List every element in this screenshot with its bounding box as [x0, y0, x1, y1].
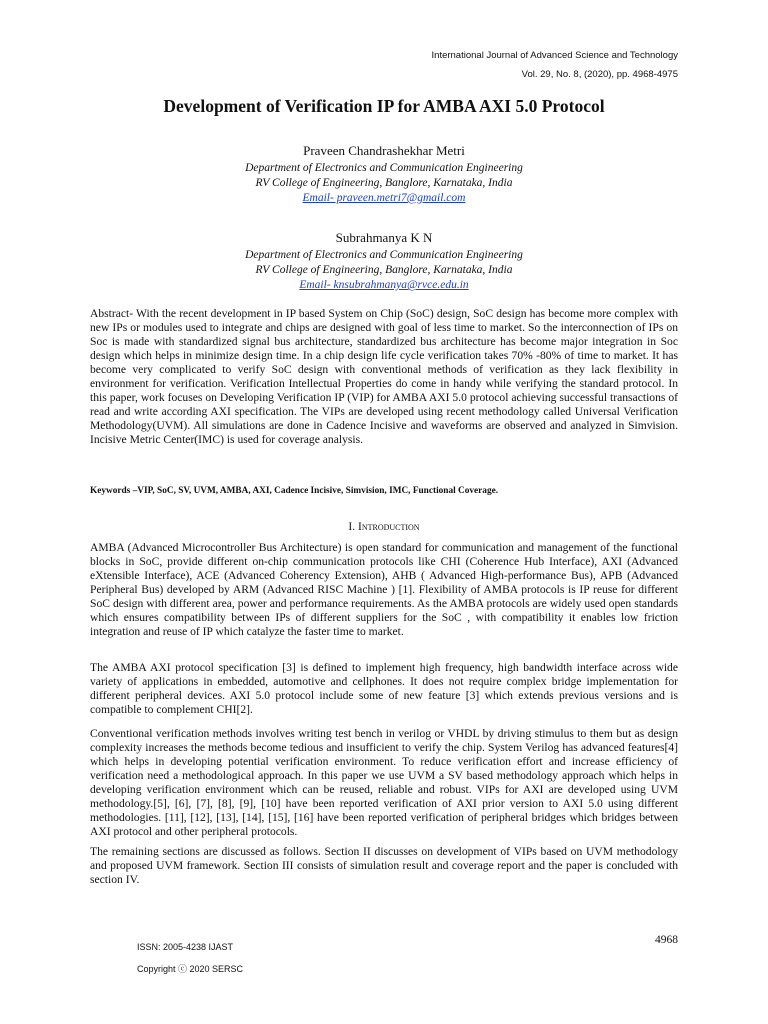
intro-paragraph-3: Conventional verification methods involves writing test bench in verilog or VHDL by driving stimulus to them but as design complexity increases the methods become tedious and insufficient to verify the chip. System Verilog has advanced features[4] which helps in developing potential verification environment. To reduce verification effort and increase efficiency of verification need a methodological approach. In this paper we use UVM a SV based methodology approach which helps in developing verification environment which can be reused, reliable and robust. VIPs for AXI are developed using UVM methodology.[5], [6], [7], [8], [9], [10] have been reported verification of AXI prior version to AXI 5.0 using different methodologies. [11], [12], [13], [14], [15], [16] have been reported verification of peripheral bridges which bridges between AXI protocol and other peripheral protocols.	[90, 727, 678, 838]
author-2-email-link[interactable]: Email- knsubrahmanya@rvce.edu.in	[299, 279, 469, 291]
paper-title: Development of Verification IP for AMBA AXI 5.0 Protocol	[163, 96, 605, 116]
intro-paragraph-2: The AMBA AXI protocol specification [3] is defined to implement high frequency, high bandwidth interface across wide variety of applications in embedded, automotive and cellphones. It does not require complex bridge implementation for different peripheral devices. AXI 5.0 protocol include some of new feature [3] which extends previous versions and is compatible to complement CHI[2].	[90, 661, 678, 716]
abstract: Abstract- With the recent development in IP based System on Chip (SoC) design, SoC design has become more complex with new IPs or modules used to integrate and chips are designed with goal of less time to market. So the interconnection of IPs on Soc is made with standardized signal bus architecture, standardized bus architecture has become major integration in Soc design which helps in minimize design time. In a chip design life cycle verification takes 70% -80% of time to market. It has become very complicated to verify SoC design with conventional methods of verification as they lack flexibility in environment for verification. Verification Intellectual Properties do come in handy while verifying the standard protocol. In this paper, work focuses on Developing Verification IP (VIP) for AMBA AXI 5.0 protocol achieving successful transactions of read and write according AXI specification. The VIPs are developed using recent methodology called Universal Verification Methodology(UVM). All simulations are done in Cadence Incisive and waveforms are observed and analyzed in Simvision. Incisive Metric Center(IMC) is used for coverage analysis.	[90, 307, 678, 446]
keywords: Keywords –VIP, SoC, SV, UVM, AMBA, AXI, Cadence Incisive, Simvision, IMC, Functional Coverage.	[90, 486, 499, 496]
intro-paragraph-1: AMBA (Advanced Microcontroller Bus Architecture) is open standard for communication and management of the functional blocks in SoC, provide different on-chip communication protocols like CHI (Coherence Hub Interface), AXI (Advanced eXtensible Interface), ACE (Advanced Coherency Extension), AHB ( Advanced High-performance Bus), APB (Advanced Peripheral Bus) developed by ARM (Advanced RISC Machine ) [1]. Flexibility of AMBA protocols is IP reuse for different SoC design with different area, power and performance requirements. As the AMBA protocols are widely used open standards which ensures compatibility between IPs of different suppliers for the SoC , with compatibility it enables low friction integration and reuse of IP which catalyze the faster time to market.	[90, 541, 678, 638]
page-number: 4968	[655, 934, 678, 946]
footer-copyright: Copyright ⓒ 2020 SERSC	[137, 964, 244, 974]
intro-paragraph-4: The remaining sections are discussed as follows. Section II discusses on development of VIPs based on UVM methodology and proposed UVM framework. Section III consists of simulation result and coverage report and the paper is concluded with section IV.	[90, 845, 678, 886]
author-2-department: Department of Electronics and Communication Engineering	[245, 249, 523, 261]
author-1-department: Department of Electronics and Communication Engineering	[245, 162, 523, 174]
author-1-name: Praveen Chandrashekhar Metri	[303, 143, 465, 158]
author-2-college: RV College of Engineering, Banglore, Karnataka, India	[255, 264, 513, 276]
author-1-college: RV College of Engineering, Banglore, Karnataka, India	[255, 177, 513, 189]
journal-name: International Journal of Advanced Science and Technology	[431, 50, 678, 61]
author-2-name: Subrahmanya K N	[335, 230, 433, 245]
footer-issn: ISSN: 2005-4238 IJAST	[137, 942, 234, 952]
section-heading-introduction: I. Introduction	[348, 521, 420, 533]
author-1-email-link[interactable]: Email- praveen.metri7@gmail.com	[302, 192, 466, 204]
journal-volume: Vol. 29, No. 8, (2020), pp. 4968-4975	[521, 69, 678, 80]
